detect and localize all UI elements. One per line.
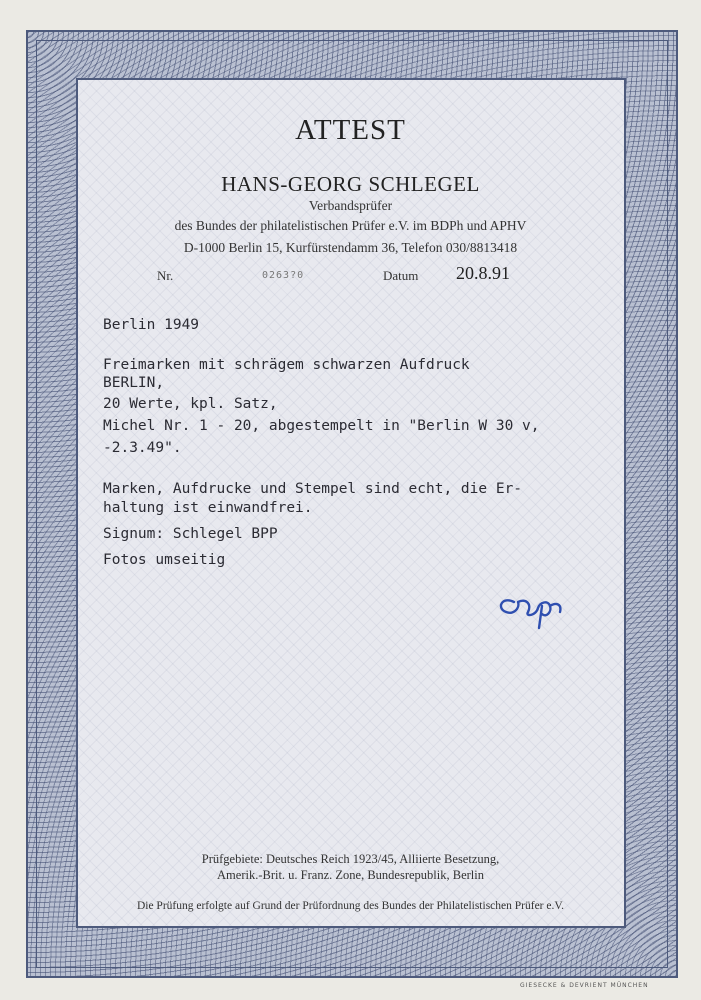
verdict-line: Marken, Aufdrucke und Stempel sind echt, die Er-	[103, 481, 523, 497]
description-line: BERLIN,	[103, 375, 165, 391]
description-line: Freimarken mit schrägem schwarzen Aufdruck	[103, 357, 470, 373]
examiner-name: HANS-GEORG SCHLEGEL	[221, 172, 480, 196]
pruefgebiete-line-2: Amerik.-Brit. u. Franz. Zone, Bundesrepublik, Berlin	[217, 868, 484, 882]
nr-label: Nr.	[157, 268, 174, 283]
handwritten-signature	[492, 584, 572, 639]
nr-value: 0263?0	[262, 270, 305, 281]
printer-imprint: GIESECKE & DEVRIENT MÜNCHEN	[520, 982, 649, 989]
description-line: 20 Werte, kpl. Satz,	[103, 396, 278, 412]
examiner-association: des Bundes der philatelistischen Prüfer e.V. im BDPh und APHV	[174, 218, 527, 233]
datum-label: Datum	[383, 268, 419, 283]
description-line: Michel Nr. 1 - 20, abgestempelt in "Berlin W 30 v,	[103, 418, 540, 434]
signum-line: Signum: Schlegel BPP	[103, 526, 278, 542]
certificate-title: ATTEST	[295, 114, 406, 146]
description-line: -2.3.49".	[103, 440, 182, 456]
pruefordnung-note: Die Prüfung erfolgte auf Grund der Prüfordnung des Bundes der Philatelistischen Prüfer e.V.	[136, 900, 565, 912]
verdict-line: haltung ist einwandfrei.	[103, 500, 313, 516]
issue-line: Berlin 1949	[103, 317, 200, 333]
photos-line: Fotos umseitig	[103, 552, 226, 568]
datum-value: 20.8.91	[456, 263, 510, 283]
examiner-address: D-1000 Berlin 15, Kurfürstendamm 36, Telefon 030/8813418	[183, 240, 518, 255]
examiner-role: Verbandsprüfer	[308, 198, 393, 213]
pruefgebiete-line-1: Prüfgebiete: Deutsches Reich 1923/45, Alliierte Besetzung,	[201, 852, 500, 866]
